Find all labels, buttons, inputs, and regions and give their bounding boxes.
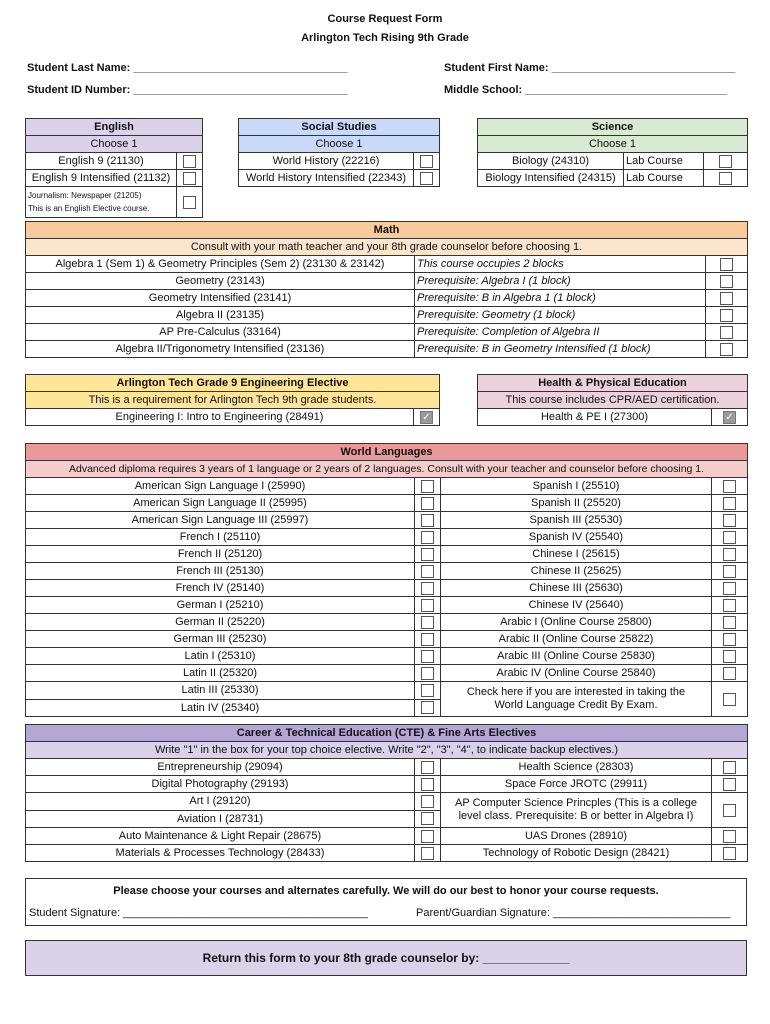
return-box [25,940,747,976]
course-label: World History Intensified (22343) [239,170,414,187]
english-table [25,118,203,218]
language-course-label: French I (25110) [26,529,415,546]
language-course-label: Latin II (25320) [26,665,415,682]
science-choose: Choose 1 [478,136,748,153]
course-label: Biology (24310) [478,153,624,170]
credit-exam-label: Check here if you are interested in taking the [466,686,686,698]
language-checkbox[interactable] [723,616,736,629]
social-studies-title: Social Studies [239,119,440,136]
cte-checkbox[interactable] [421,812,434,825]
language-checkbox[interactable] [421,633,434,646]
language-course-label: Latin I (25310) [26,648,415,665]
course-note: Prerequisite: Geometry (1 block) [415,307,706,324]
credit-exam-note: World Language Credit By Exam. [494,699,658,711]
language-course-label: Spanish III (25530) [441,512,712,529]
notice-text: Please choose your courses and alternates carefully. We will do our best to honor your course requests. [113,885,659,897]
course-label: English 9 Intensified (21132) [26,170,177,187]
language-course-label: Spanish II (25520) [441,495,712,512]
course-label: Algebra II/Trigonometry Intensified (23136) [26,341,415,358]
biology-checkbox[interactable] [719,155,732,168]
language-checkbox[interactable] [723,497,736,510]
language-course-label: German I (25210) [26,597,415,614]
language-checkbox[interactable] [723,650,736,663]
math-instructions: Consult with your math teacher and your 8th grade counselor before choosing 1. [26,239,748,256]
language-checkbox[interactable] [723,480,736,493]
english-9-checkbox[interactable] [183,155,196,168]
english-choose: Choose 1 [26,136,203,153]
language-checkbox[interactable] [723,582,736,595]
health-title: Health & Physical Education [478,375,748,392]
language-course-label: Chinese IV (25640) [441,597,712,614]
language-course-label: French II (25120) [26,546,415,563]
ap-cs-note: level class. Prerequisite: B or better in Algebra I) [458,810,694,822]
algebra-ii-checkbox[interactable] [720,309,733,322]
social-studies-choose: Choose 1 [239,136,440,153]
student-last-name-field[interactable]: Student Last Name: ___________________________________ [27,62,348,74]
english-title: English [26,119,203,136]
language-course-label: American Sign Language III (25997) [26,512,415,529]
language-checkbox[interactable] [421,531,434,544]
language-checkbox[interactable] [723,633,736,646]
language-checkbox[interactable] [723,667,736,680]
course-label: Geometry (23143) [26,273,415,290]
language-checkbox[interactable] [723,548,736,561]
course-label: Digital Photography (29193) [26,776,415,793]
math-title: Math [26,222,748,239]
course-label: English 9 (21130) [26,153,177,170]
lab-course-label: Lab Course [624,153,704,170]
language-checkbox[interactable] [723,565,736,578]
course-label: Art I (29120) [26,793,415,811]
language-checkbox[interactable] [421,599,434,612]
course-note: This course occupies 2 blocks [415,256,706,273]
parent-signature-field[interactable]: Parent/Guardian Signature: _____________________________ [416,907,731,919]
language-checkbox[interactable] [421,616,434,629]
world-languages-table [25,443,748,717]
cte-instructions: Write "1" in the box for your top choice elective. Write "2", "3", "4", to indicate backup electives.) [26,742,748,759]
language-course-label: American Sign Language I (25990) [26,478,415,495]
return-instructions: Return this form to your 8th grade counselor by: _____________ [202,951,570,965]
journalism-checkbox[interactable] [183,196,196,209]
language-course-label: Chinese III (25630) [441,580,712,597]
cte-title: Career & Technical Education (CTE) & Fine Arts Electives [26,725,748,742]
cte-table [25,724,748,862]
middle-school-field[interactable]: Middle School: _________________________________ [444,84,728,96]
language-course-label: Latin III (25330) [26,682,415,700]
language-checkbox[interactable] [421,548,434,561]
ap-cs-checkbox[interactable] [723,804,736,817]
engineering-checkbox[interactable] [420,411,433,424]
form-title: Course Request Form [327,13,443,25]
language-checkbox[interactable] [421,497,434,510]
course-label: Technology of Robotic Design (28421) [441,845,712,862]
language-course-label: Arabic I (Online Course 25800) [441,614,712,631]
language-checkbox[interactable] [421,480,434,493]
math-table [25,221,748,358]
language-course-label: American Sign Language II (25995) [26,495,415,512]
world-languages-instructions: Advanced diploma requires 3 years of 1 language or 2 years of 2 languages. Consult with your teacher and counselor before choosing 1. [26,461,748,478]
course-note: Prerequisite: Completion of Algebra II [415,324,706,341]
engineering-requirement: This is a requirement for Arlington Tech 9th grade students. [26,392,440,409]
course-label: AP Pre-Calculus (33164) [26,324,415,341]
language-checkbox[interactable] [421,650,434,663]
language-checkbox[interactable] [421,514,434,527]
language-course-label: Latin IV (25340) [26,699,415,717]
biology-intensified-checkbox[interactable] [719,172,732,185]
language-checkbox[interactable] [421,667,434,680]
language-course-label: Arabic III (Online Course 25830) [441,648,712,665]
student-id-field[interactable]: Student ID Number: ___________________________________ [27,84,348,96]
language-checkbox[interactable] [723,599,736,612]
language-checkbox[interactable] [723,531,736,544]
lab-course-label: Lab Course [624,170,704,187]
language-course-label: German II (25220) [26,614,415,631]
ap-cs-label: AP Computer Science Princples (This is a college [455,797,697,809]
course-label: Space Force JROTC (29911) [441,776,712,793]
journalism-note: This is an English Elective course. [28,204,150,213]
course-label: Engineering I: Intro to Engineering (28491) [26,409,414,426]
cte-checkbox[interactable] [723,778,736,791]
course-label: Algebra II (23135) [26,307,415,324]
cte-checkbox[interactable] [723,847,736,860]
ap-precalculus-checkbox[interactable] [720,326,733,339]
language-course-label: French III (25130) [26,563,415,580]
course-label: Auto Maintenance & Light Repair (28675) [26,828,415,845]
algebra-geometry-principles-checkbox[interactable] [720,258,733,271]
language-checkbox[interactable] [421,684,434,697]
cte-checkbox[interactable] [723,761,736,774]
course-label: Geometry Intensified (23141) [26,290,415,307]
language-checkbox[interactable] [421,701,434,714]
student-signature-field[interactable]: Student Signature: ________________________________________ [29,907,368,919]
geometry-intensified-checkbox[interactable] [720,292,733,305]
course-label: UAS Drones (28910) [441,828,712,845]
cte-checkbox[interactable] [421,778,434,791]
health-pe-checkbox[interactable] [723,411,736,424]
algebra-ii-trig-checkbox[interactable] [720,343,733,356]
cte-checkbox[interactable] [723,830,736,843]
course-label: Health & PE I (27300) [478,409,712,426]
language-course-label: German III (25230) [26,631,415,648]
language-course-label: Spanish I (25510) [441,478,712,495]
course-label: World History (22216) [239,153,414,170]
course-label: Materials & Processes Technology (28433) [26,845,415,862]
science-table [477,118,748,187]
course-label: Biology Intensified (24315) [478,170,624,187]
form-subtitle: Arlington Tech Rising 9th Grade [301,32,469,44]
credit-by-exam-checkbox[interactable] [723,693,736,706]
course-label: Algebra 1 (Sem 1) & Geometry Principles (Sem 2) (23130 & 23142) [26,256,415,273]
course-label: Health Science (28303) [441,759,712,776]
geometry-checkbox[interactable] [720,275,733,288]
language-course-label: French IV (25140) [26,580,415,597]
language-checkbox[interactable] [421,582,434,595]
english-9-intensified-checkbox[interactable] [183,172,196,185]
language-course-label: Arabic II (Online Course 25822) [441,631,712,648]
course-note: Prerequisite: B in Geometry Intensified (1 block) [415,341,706,358]
language-checkbox[interactable] [723,514,736,527]
health-table [477,374,748,426]
language-course-label: Chinese II (25625) [441,563,712,580]
cte-checkbox[interactable] [421,795,434,808]
course-note: Prerequisite: Algebra I (1 block) [415,273,706,290]
signature-box [25,878,747,926]
world-history-checkbox[interactable] [420,155,433,168]
engineering-title: Arlington Tech Grade 9 Engineering Elective [26,375,440,392]
journalism-label: Journalism: Newspaper (21205) [28,191,142,200]
cte-checkbox[interactable] [421,830,434,843]
language-course-label: Spanish IV (25540) [441,529,712,546]
course-note: Prerequisite: B in Algebra 1 (1 block) [415,290,706,307]
world-history-intensified-checkbox[interactable] [420,172,433,185]
cte-checkbox[interactable] [421,847,434,860]
engineering-table [25,374,440,426]
world-languages-title: World Languages [26,444,748,461]
student-first-name-field[interactable]: Student First Name: ______________________________ [444,62,736,74]
science-title: Science [478,119,748,136]
course-label: Entrepreneurship (29094) [26,759,415,776]
language-course-label: Arabic IV (Online Course 25840) [441,665,712,682]
cte-checkbox[interactable] [421,761,434,774]
health-note: This course includes CPR/AED certification. [478,392,748,409]
language-course-label: Chinese I (25615) [441,546,712,563]
social-studies-table [238,118,440,187]
course-label: Aviation I (28731) [26,810,415,828]
language-checkbox[interactable] [421,565,434,578]
